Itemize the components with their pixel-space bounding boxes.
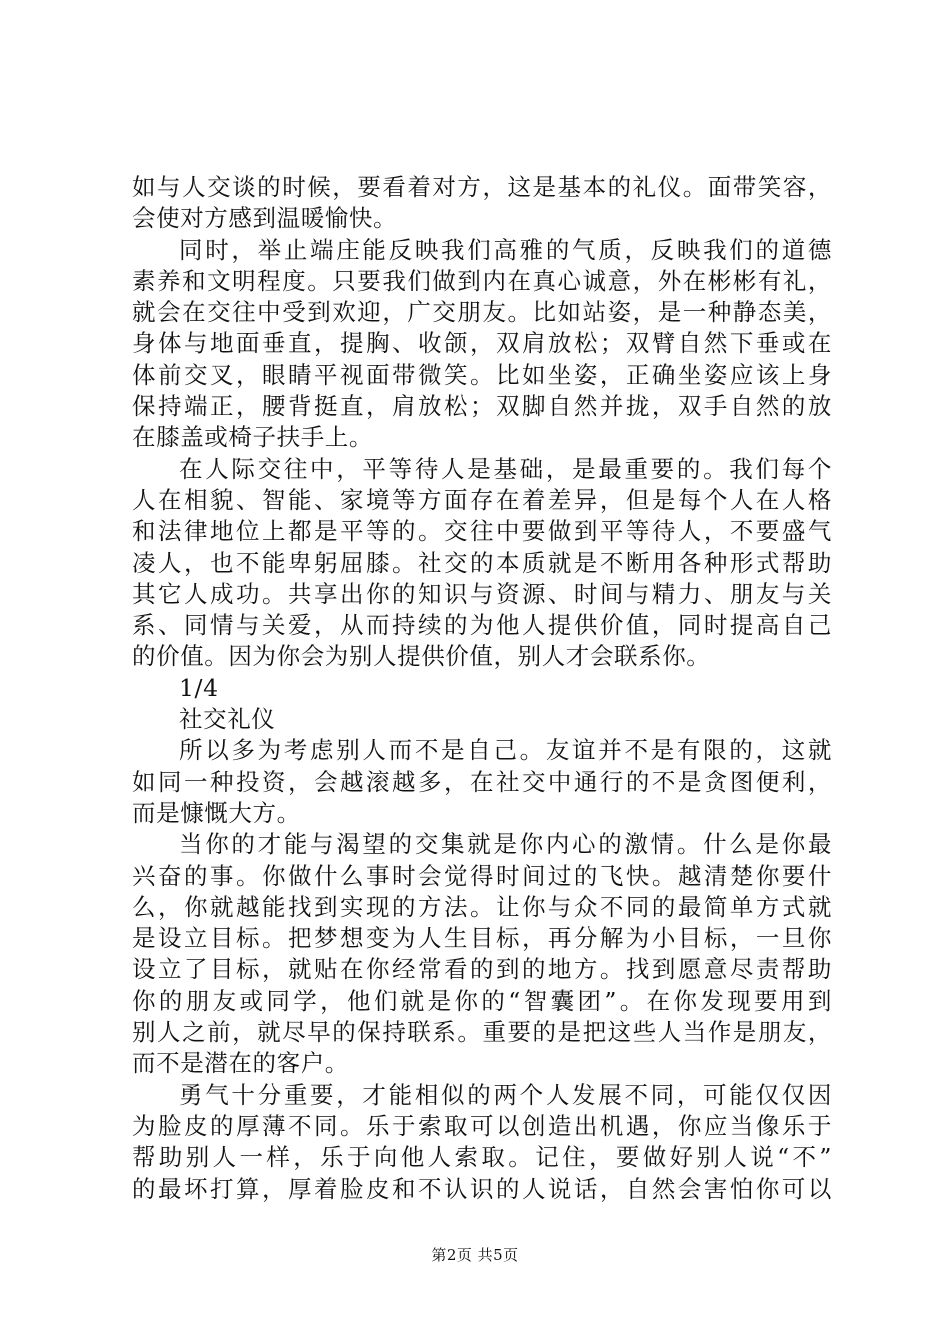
text-line: 体前交叉，眼睛平视面带微笑。比如坐姿，正确坐姿应该上身 xyxy=(132,360,832,389)
text-line: 别人之前，就尽早的保持联系。重要的是把这些人当作是朋友， xyxy=(132,1018,832,1047)
document-body xyxy=(132,172,832,1205)
page-fraction-marker: 1/4 xyxy=(179,673,219,702)
paragraph-start-line: 在人际交往中，平等待人是基础，是最重要的。我们每个 xyxy=(179,454,832,483)
text-line: 如同一种投资，会越滚越多，在社交中通行的不是贪图便利， xyxy=(132,767,832,796)
text-line: 身体与地面垂直，提胸、收颌，双肩放松；双臂自然下垂或在 xyxy=(132,329,832,358)
text-line: 为脸皮的厚薄不同。乐于索取可以创造出机遇，你应当像乐于 xyxy=(132,1111,832,1140)
text-line: 系、同情与关爱，从而持续的为他人提供价值，同时提高自己 xyxy=(132,611,832,640)
paragraph-start-line: 所以多为考虑别人而不是自己。友谊并不是有限的，这就 xyxy=(179,736,832,765)
text-line: 就会在交往中受到欢迎，广交朋友。比如站姿，是一种静态美， xyxy=(132,298,832,327)
page-number-label: 第2页 共5页 xyxy=(431,1246,519,1264)
text-line: 么，你就越能找到实现的方法。让你与众不同的最简单方式就 xyxy=(132,892,832,921)
text-line: 而不是潜在的客户。 xyxy=(132,1049,349,1078)
text-line: 你的朋友或同学，他们就是你的“智囊团”。在你发现要用到 xyxy=(132,986,832,1015)
page-footer xyxy=(0,1244,950,1265)
text-line: 会使对方感到温暖愉快。 xyxy=(132,204,398,233)
paragraph-start-line: 勇气十分重要，才能相似的两个人发展不同，可能仅仅因 xyxy=(179,1080,832,1109)
text-line: 和法律地位上都是平等的。交往中要做到平等待人，不要盛气 xyxy=(132,517,832,546)
text-line: 凌人，也不能卑躬屈膝。社交的本质就是不断用各种形式帮助 xyxy=(132,548,832,577)
text-line: 兴奋的事。你做什么事时会觉得时间过的飞快。越清楚你要什 xyxy=(132,861,832,890)
paragraph-start-line: 当你的才能与渴望的交集就是你内心的激情。什么是你最 xyxy=(179,830,832,859)
text-line: 帮助别人一样，乐于向他人索取。记住，要做好别人说“不” xyxy=(132,1143,832,1172)
text-line: 设立了目标，就贴在你经常看的到的地方。找到愿意尽责帮助 xyxy=(132,955,832,984)
text-line: 素养和文明程度。只要我们做到内在真心诚意，外在彬彬有礼， xyxy=(132,266,832,295)
text-line: 是设立目标。把梦想变为人生目标，再分解为小目标，一旦你 xyxy=(132,924,832,953)
text-line: 的价值。因为你会为别人提供价值，别人才会联系你。 xyxy=(132,642,711,671)
text-line: 保持端正，腰背挺直，肩放松；双脚自然并拢，双手自然的放 xyxy=(132,392,832,421)
text-line: 人在相貌、智能、家境等方面存在着差异，但是每个人在人格 xyxy=(132,485,832,514)
paragraph-start-line: 同时，举止端庄能反映我们高雅的气质，反映我们的道德 xyxy=(179,235,832,264)
text-line: 而是慷慨大方。 xyxy=(132,798,301,827)
text-line: 其它人成功。共享出你的知识与资源、时间与精力、朋友与关 xyxy=(132,579,832,608)
text-line: 如与人交谈的时候，要看着对方，这是基本的礼仪。面带笑容， xyxy=(132,173,832,201)
text-line: 在膝盖或椅子扶手上。 xyxy=(132,423,373,452)
text-line: 的最坏打算，厚着脸皮和不认识的人说话，自然会害怕你可以 xyxy=(132,1174,832,1203)
section-heading: 社交礼仪 xyxy=(179,705,276,734)
